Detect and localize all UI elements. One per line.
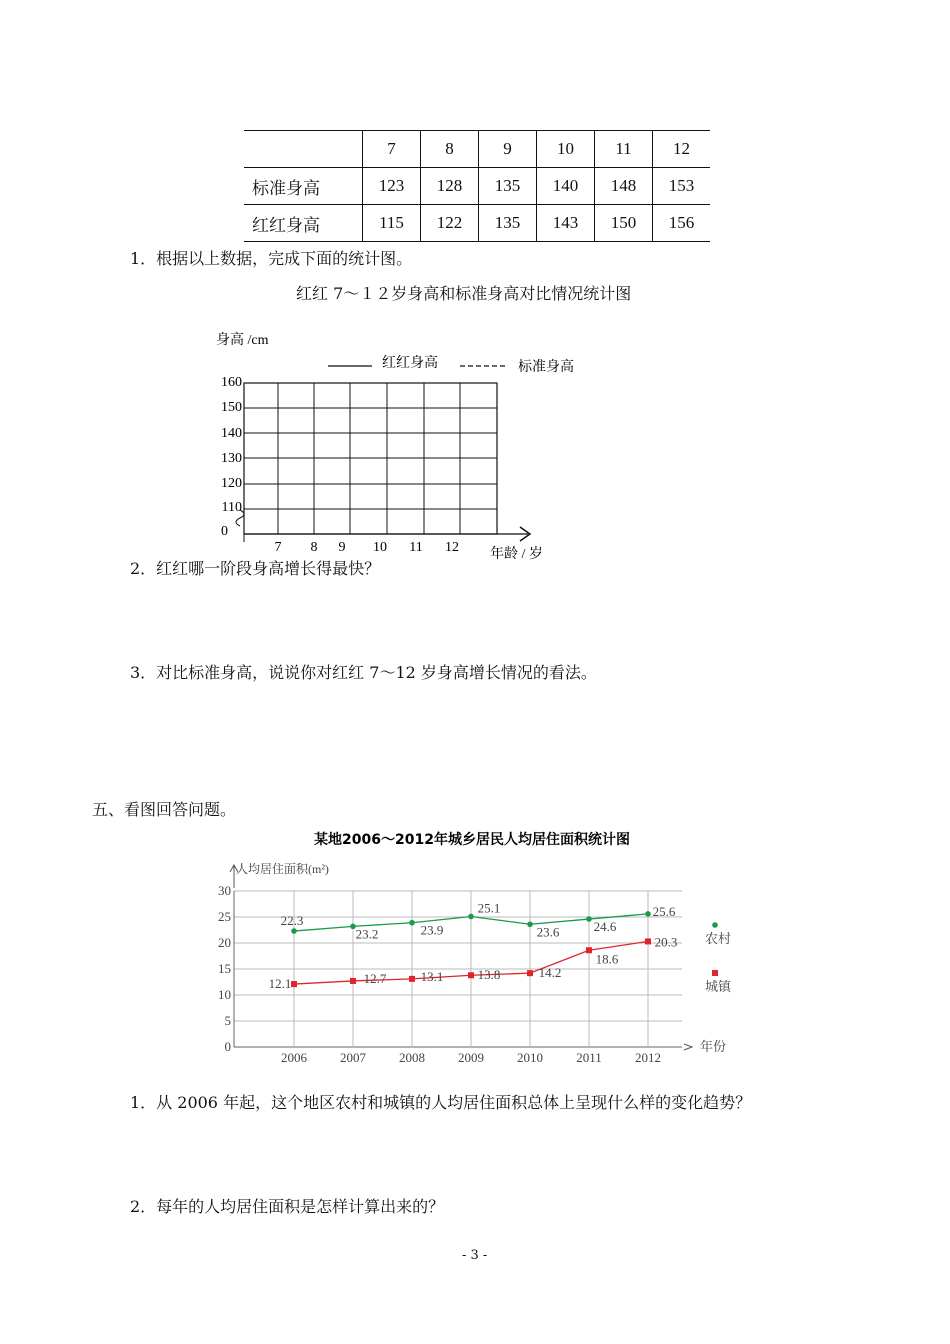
data-label: 12.7 [363, 970, 387, 986]
blank-height-chart [200, 320, 580, 570]
data-point [291, 928, 297, 934]
table-cell: 122 [421, 205, 479, 242]
y-tick-label: 20 [218, 935, 231, 950]
chart2-series [269, 900, 678, 991]
data-point [645, 911, 651, 917]
question-1: 1．根据以上数据，完成下面的统计图。 [130, 249, 413, 268]
y-tick: 0 [221, 524, 228, 539]
data-label: 24.6 [593, 919, 617, 935]
x-tick: 11 [409, 540, 423, 555]
data-label: 13.1 [420, 968, 444, 984]
data-point [409, 976, 415, 982]
table-cell: 9 [479, 131, 537, 168]
section-5-heading: 五、看图回答问题。 [92, 800, 237, 819]
data-label: 22.3 [280, 913, 304, 929]
table-cell: 135 [479, 168, 537, 205]
y-tick: 110 [221, 500, 242, 515]
table-cell: 128 [421, 168, 479, 205]
data-label: 13.8 [477, 967, 501, 983]
chart2-x-axis-arrow [684, 1044, 692, 1050]
x-tick-label: 2009 [458, 1050, 484, 1065]
chart1-xlabel: 年龄 / 岁 [490, 547, 543, 562]
table-row [244, 168, 710, 205]
y-tick-label: 0 [224, 1039, 231, 1054]
table-row [244, 205, 710, 242]
living-area-line-chart [210, 825, 750, 1065]
data-point [468, 914, 474, 920]
table-cell: 10 [537, 131, 595, 168]
x-tick: 12 [445, 540, 459, 555]
table-cell: 123 [363, 168, 421, 205]
data-point [350, 978, 356, 984]
x-tick: 8 [310, 540, 318, 555]
table-cell: 143 [537, 205, 595, 242]
y-tick-label: 15 [218, 961, 231, 976]
page-number: - 3 - [462, 1248, 488, 1263]
data-label: 23.2 [355, 926, 379, 942]
data-label: 14.2 [538, 965, 562, 981]
legend-label-standard: 标准身高 [518, 360, 574, 375]
y-tick: 130 [221, 451, 242, 466]
data-point [645, 938, 651, 944]
table-cell [244, 131, 363, 168]
data-point [586, 947, 592, 953]
table-header-row [244, 131, 710, 168]
chart2-ylabel: 人均居住面积(m²) [236, 862, 329, 876]
y-tick-label: 30 [218, 883, 231, 898]
chart2-y-ticks [218, 883, 231, 1054]
x-tick: 9 [338, 540, 346, 555]
question-5-2: 2．每年的人均居住面积是怎样计算出来的？ [130, 1197, 445, 1216]
data-label: 23.6 [536, 924, 560, 940]
legend-marker [712, 970, 718, 976]
data-point [527, 970, 533, 976]
chart2-title: 某地2006～2012年城乡居民人均居住面积统计图 [314, 832, 630, 848]
chart2-x-ticks [281, 1050, 661, 1065]
table-cell: 150 [595, 205, 653, 242]
chart2-xlabel: 年份 [700, 1039, 727, 1054]
table-cell: 8 [421, 131, 479, 168]
chart1-title: 红红 7～１２岁身高和标准身高对比情况统计图 [296, 284, 632, 303]
x-tick: 10 [373, 540, 387, 555]
y-tick: 150 [221, 400, 242, 415]
data-point [409, 920, 415, 926]
y-tick: 140 [221, 426, 242, 441]
x-tick: 7 [274, 540, 282, 555]
table-cell: 135 [479, 205, 537, 242]
x-tick-label: 2011 [576, 1050, 602, 1065]
table-cell: 156 [653, 205, 711, 242]
x-tick-label: 2008 [399, 1050, 425, 1065]
table-cell: 11 [595, 131, 653, 168]
table-cell: 153 [653, 168, 711, 205]
legend-label: 农村 [704, 931, 732, 946]
data-label: 23.9 [420, 922, 444, 938]
question-5-1: 1．从 2006 年起，这个地区农村和城镇的人均居住面积总体上呈现什么样的变化趋势？ [130, 1093, 752, 1112]
table-cell: 140 [537, 168, 595, 205]
legend-label: 城镇 [704, 979, 732, 994]
data-point [291, 981, 297, 987]
table-cell: 12 [653, 131, 711, 168]
x-tick-label: 2007 [340, 1050, 366, 1065]
chart1-ylabel: 身高 /cm [216, 333, 269, 348]
table-cell: 标准身高 [244, 168, 363, 205]
data-label: 20.3 [654, 934, 678, 950]
y-tick-label: 10 [218, 987, 231, 1002]
data-label: 12.1 [268, 976, 292, 992]
data-point [586, 916, 592, 922]
table-cell: 115 [363, 205, 421, 242]
legend-label-honghong: 红红身高 [382, 356, 438, 371]
height-data-table [244, 130, 710, 242]
y-tick: 120 [221, 476, 242, 491]
x-tick-label: 2010 [517, 1050, 543, 1065]
question-2: 2．红红哪一阶段身高增长得最快？ [130, 559, 381, 578]
table-cell: 7 [363, 131, 421, 168]
x-tick-label: 2006 [281, 1050, 307, 1065]
data-point [468, 972, 474, 978]
data-label: 25.1 [477, 900, 501, 916]
y-tick: 160 [221, 375, 242, 390]
data-label: 18.6 [595, 951, 619, 967]
question-3: 3．对比标准身高，说说你对红红 7～12 岁身高增长情况的看法。 [130, 663, 597, 682]
y-tick-label: 5 [224, 1013, 231, 1028]
table-cell: 148 [595, 168, 653, 205]
legend-marker [712, 922, 718, 928]
chart2-legend [705, 922, 732, 994]
y-tick-label: 25 [218, 909, 231, 924]
x-tick-label: 2012 [635, 1050, 661, 1065]
table-cell: 红红身高 [244, 205, 363, 242]
data-label: 25.6 [652, 903, 676, 919]
chart1-grid [244, 383, 497, 534]
data-point [527, 921, 533, 927]
